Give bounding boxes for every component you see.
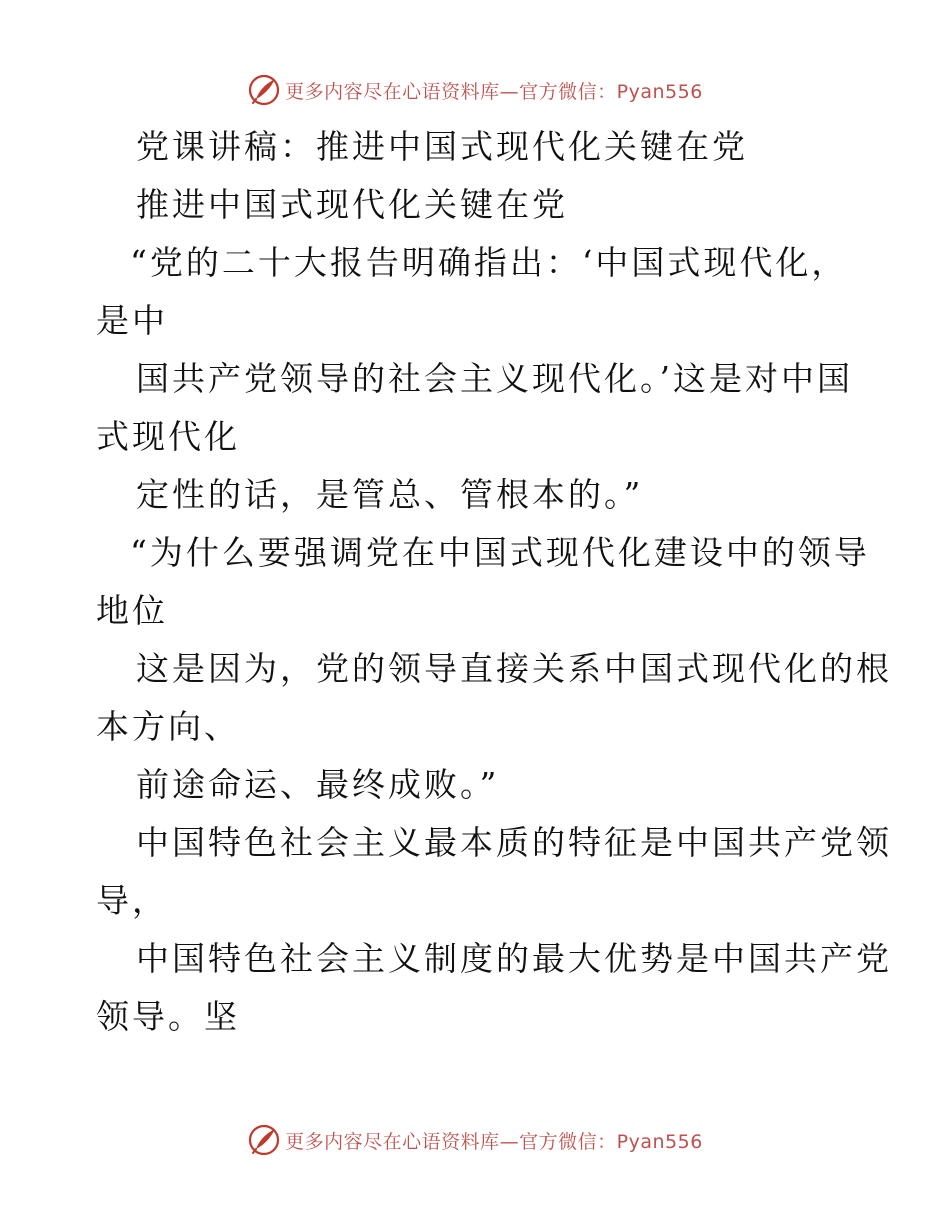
paragraph-line: 中国特色社会主义制度的最大优势是中国共产党 [136, 939, 892, 978]
title-line: 党课讲稿：推进中国式现代化关键在党 [136, 127, 748, 166]
header-banner [0, 72, 950, 108]
footer-banner [0, 1122, 950, 1158]
paragraph-line: 国共产党领导的社会主义现代化。’这是对中国 [136, 359, 853, 398]
paragraph-line: 领导。坚 [96, 997, 240, 1036]
header-banner-text: 更多内容尽在心语资料库—官方微信：Pyan556 [285, 80, 703, 103]
quill-pen-logo-icon [247, 73, 281, 107]
paragraph-line: 前途命运、最终成败。” [136, 765, 500, 804]
paragraph-line: 本方向、 [96, 707, 240, 746]
paragraph-line: 导， [96, 881, 168, 920]
document-body [96, 118, 892, 1046]
subtitle-line: 推进中国式现代化关键在党 [136, 185, 568, 224]
quill-pen-logo-icon [247, 1123, 281, 1157]
paragraph-line: 中国特色社会主义最本质的特征是中国共产党领 [136, 823, 892, 862]
paragraph-line: “党的二十大报告明确指出：‘中国式现代化， [130, 243, 848, 282]
paragraph-line: 是中 [96, 301, 168, 340]
footer-banner-text: 更多内容尽在心语资料库—官方微信：Pyan556 [285, 1130, 703, 1153]
paragraph-line: “为什么要强调党在中国式现代化建设中的领导 [130, 533, 870, 572]
paragraph-line: 式现代化 [96, 417, 240, 456]
paragraph-line: 这是因为，党的领导直接关系中国式现代化的根 [136, 649, 892, 688]
paragraph-line: 地位 [96, 591, 168, 630]
paragraph-line: 定性的话，是管总、管根本的。” [136, 475, 644, 514]
